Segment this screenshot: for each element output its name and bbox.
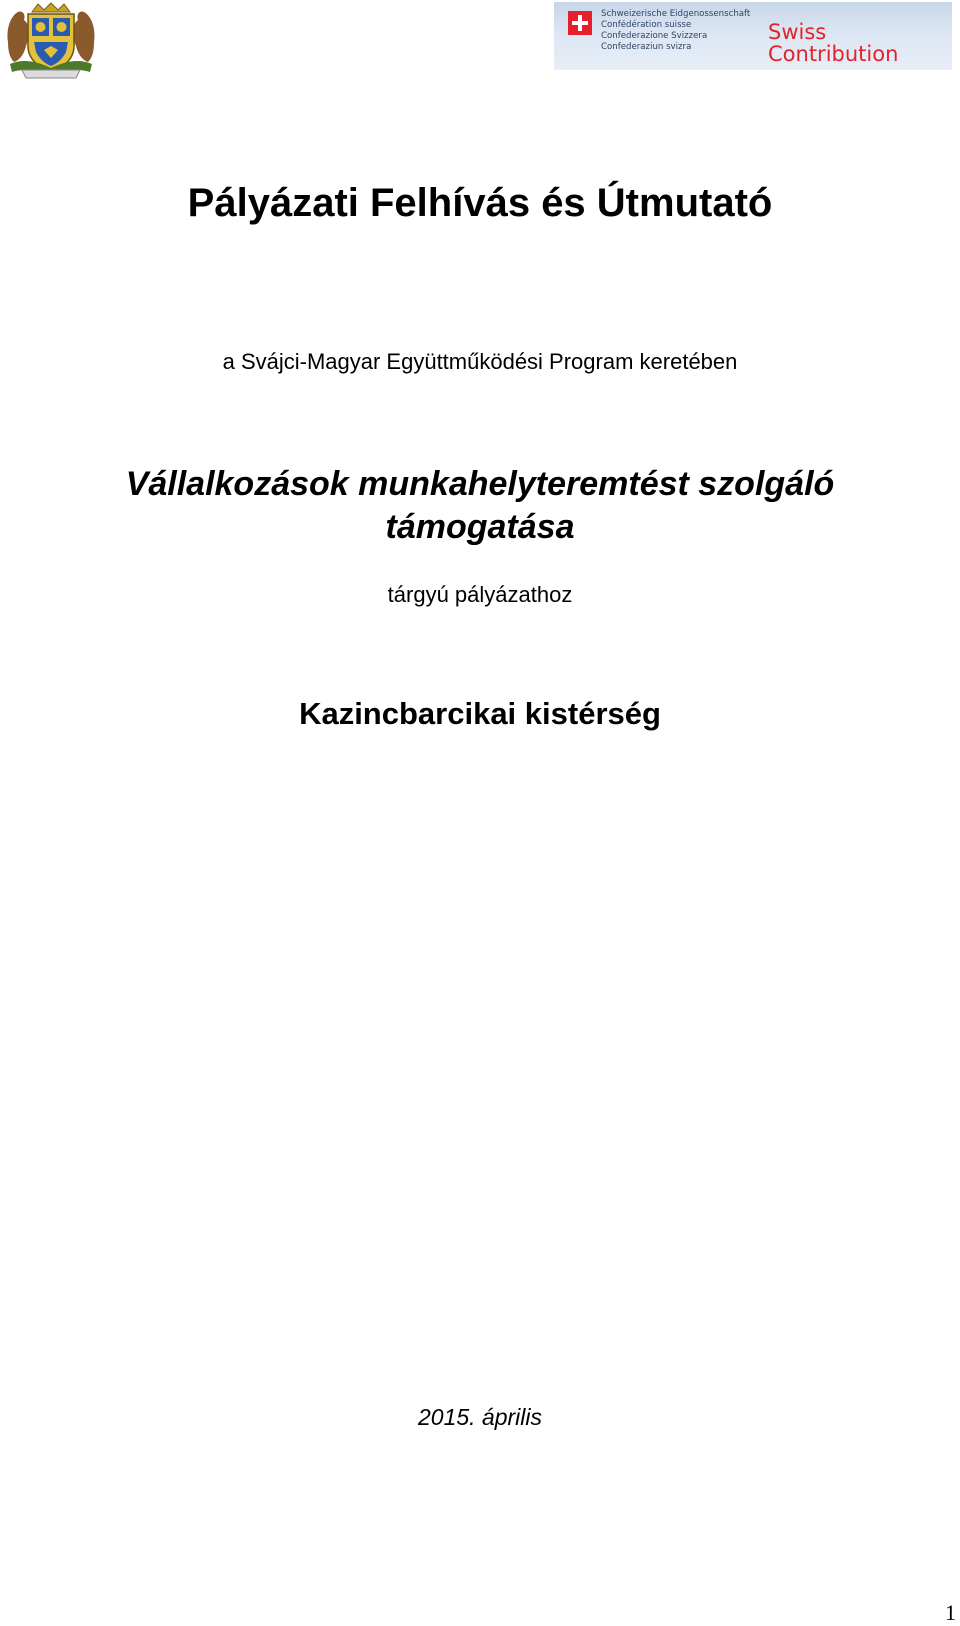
- topic-suffix: tárgyú pályázathoz: [387, 582, 573, 607]
- document-date: 2015. április: [417, 1404, 543, 1430]
- swiss-flag-icon: [568, 11, 592, 35]
- swiss-confederation-names: [601, 9, 750, 53]
- page-number: 1: [945, 1600, 956, 1625]
- coat-of-arms-icon: [4, 2, 98, 80]
- region-name: Kazincbarcikai kistérség: [299, 696, 661, 731]
- document-subtitle: a Svájci-Magyar Együttműködési Program keretében: [222, 349, 738, 374]
- document-title: Pályázati Felhívás és Útmutató: [187, 181, 773, 225]
- confederation-name-fr: Confédération suisse: [601, 20, 692, 30]
- confederation-name-rm: Confederaziun svizra: [601, 42, 692, 52]
- confederation-name-it: Confederazione Svizzera: [601, 31, 708, 41]
- brand-line-contribution: Contribution: [768, 42, 899, 66]
- swiss-contribution-logo: [554, 2, 952, 70]
- topic-line-1: Vállalkozások munkahelyteremtést szolgáló: [125, 465, 835, 503]
- topic-line-2: támogatása: [385, 508, 575, 546]
- brand-line-swiss: Swiss: [768, 20, 827, 44]
- document-topic: [0, 463, 960, 549]
- coat-of-arms-logo: [4, 2, 98, 80]
- swiss-contribution-brand: [768, 21, 898, 65]
- confederation-name-de: Schweizerische Eidgenossenschaft: [601, 9, 751, 19]
